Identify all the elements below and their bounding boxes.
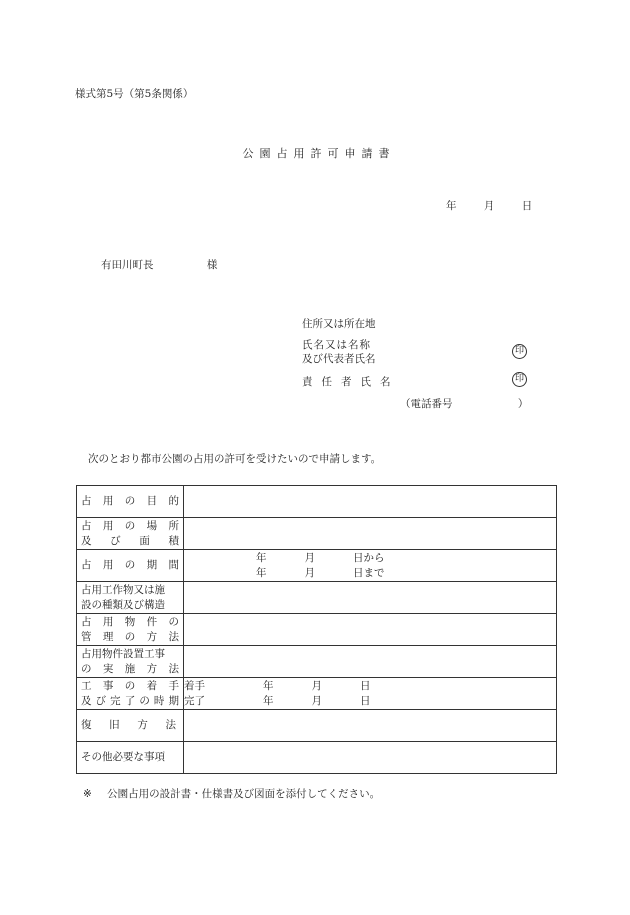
note-text: 公園占用の設計書・仕様書及び図面を添付してください。 xyxy=(107,788,381,800)
end-day: 日 xyxy=(360,694,371,707)
attachment-note xyxy=(83,786,380,801)
restoration-field[interactable] xyxy=(184,710,557,742)
applicant-name-label: 氏名又は名称 xyxy=(302,339,371,351)
table-row xyxy=(77,678,557,710)
seal-mark: 印 xyxy=(512,344,527,359)
period-to-day: 日まで xyxy=(353,566,385,579)
other-field[interactable] xyxy=(184,742,557,774)
timing-label: 工 事 の 着 手 及 び 完 了 の 時 期 xyxy=(77,678,184,710)
management-field[interactable] xyxy=(184,614,557,646)
start-year: 年 xyxy=(263,679,274,692)
table-row xyxy=(77,646,557,678)
end-label: 完了 xyxy=(184,694,205,707)
table-row xyxy=(77,614,557,646)
applicant-representative-label: 及び代表者氏名 xyxy=(302,353,376,365)
phone-close-paren: ） xyxy=(517,398,529,410)
end-month: 月 xyxy=(311,694,322,707)
addressee-name: 有田川町長 xyxy=(101,259,154,271)
form-number: 様式第5号（第5条関係） xyxy=(75,88,194,100)
place-label: 占 用 の 場 所 及 び 面 積 xyxy=(77,518,184,550)
date-month: 月 xyxy=(483,200,495,212)
phone-label: （電話番号 xyxy=(400,398,453,410)
application-statement: 次のとおり都市公園の占用の許可を受けたいので申請します。 xyxy=(88,453,382,465)
table-row xyxy=(77,518,557,550)
table-row xyxy=(77,582,557,614)
construction-label: 占用物件設置工事 の 実 施 方 法 xyxy=(77,646,184,678)
period-to-year: 年 xyxy=(256,566,267,579)
table-row xyxy=(77,550,557,582)
application-table xyxy=(76,485,557,774)
purpose-field[interactable] xyxy=(184,486,557,518)
table-row xyxy=(77,486,557,518)
structure-label: 占用工作物又は施 設の種類及び構造 xyxy=(77,582,184,614)
structure-field[interactable] xyxy=(184,582,557,614)
restoration-label: 復 旧 方 法 xyxy=(77,710,184,742)
period-from-month: 月 xyxy=(304,551,315,564)
period-field[interactable] xyxy=(184,550,557,582)
start-label: 着手 xyxy=(184,679,205,692)
table-row xyxy=(77,710,557,742)
start-day: 日 xyxy=(360,679,371,692)
date-line xyxy=(446,198,532,213)
phone-number-field xyxy=(400,396,528,411)
date-day: 日 xyxy=(521,200,533,212)
page-title: 公園占用許可申請書 xyxy=(242,147,396,160)
end-year: 年 xyxy=(263,694,274,707)
construction-field[interactable] xyxy=(184,646,557,678)
period-label: 占 用 の 期 間 xyxy=(77,550,184,582)
responsible-person-label: 責任者氏名 xyxy=(302,376,400,388)
timing-field[interactable] xyxy=(184,678,557,710)
management-label: 占 用 物 件 の 管 理 の 方 法 xyxy=(77,614,184,646)
start-month: 月 xyxy=(311,679,322,692)
place-field[interactable] xyxy=(184,518,557,550)
date-year: 年 xyxy=(446,200,457,212)
period-to-month: 月 xyxy=(304,566,315,579)
applicant-address-label: 住所又は所在地 xyxy=(302,318,376,330)
other-label: その他必要な事項 xyxy=(77,742,184,774)
addressee xyxy=(101,257,217,272)
note-mark: ※ xyxy=(83,788,92,800)
table-row xyxy=(77,742,557,774)
purpose-label: 占 用 の 目 的 xyxy=(77,486,184,518)
period-from-day: 日から xyxy=(353,551,385,564)
seal-mark: 印 xyxy=(512,372,527,387)
period-from-year: 年 xyxy=(256,551,267,564)
addressee-honorific: 様 xyxy=(206,259,218,271)
